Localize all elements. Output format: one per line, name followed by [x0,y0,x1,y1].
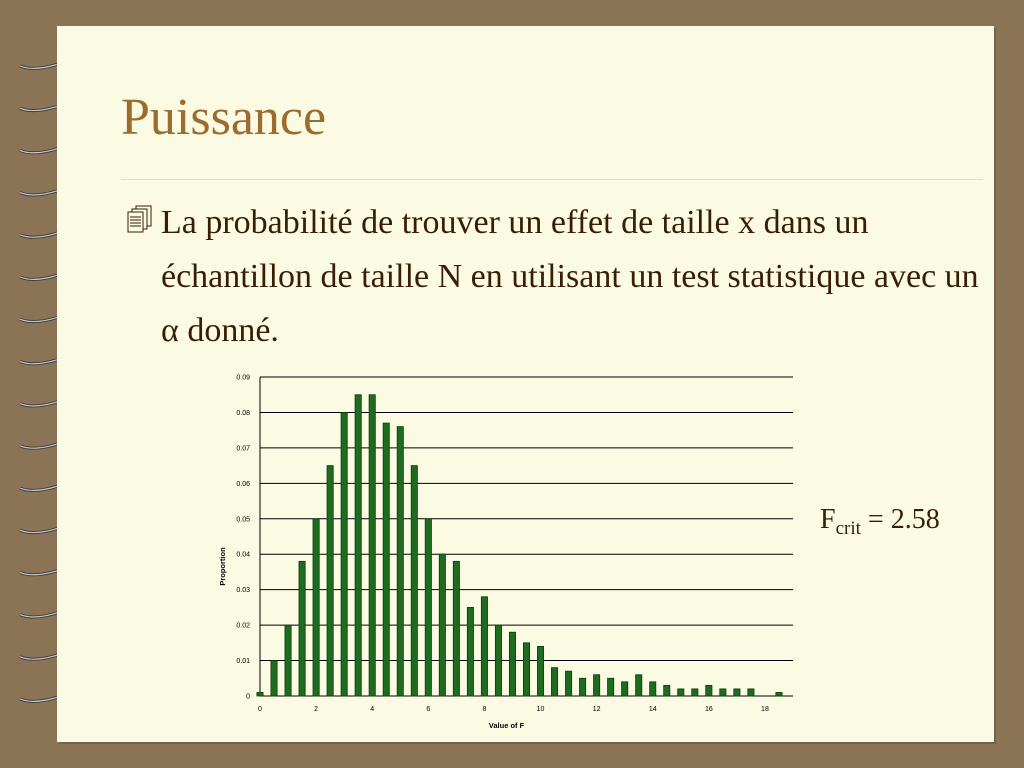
bar [383,423,389,696]
fcrit-subscript: crit [835,518,861,539]
bar [706,685,712,696]
x-tick-label: 14 [648,706,657,713]
bar [355,395,361,696]
y-tick-label: 0.02 [236,622,250,630]
bar [551,668,557,696]
title-divider [121,179,983,180]
stacked-pages-icon [127,205,153,235]
bar [537,646,543,696]
bar [313,519,319,696]
bar [327,466,333,696]
fcrit-symbol: F [820,504,836,535]
x-tick-label: 8 [482,706,487,713]
bar [509,632,515,696]
bar [650,682,656,696]
bar [720,689,726,696]
bar [692,689,698,696]
y-tick-label: 0.07 [236,445,250,453]
x-tick-label: 0 [258,706,262,713]
f-distribution-chart [207,344,807,739]
x-tick-label: 12 [592,706,601,713]
y-tick-label: 0.03 [236,587,250,595]
bar [369,395,375,696]
bar [439,554,445,696]
bar [411,466,417,696]
bar [580,678,586,696]
y-tick-label: 0.01 [236,658,250,666]
bar [678,689,684,696]
bar [748,689,754,696]
bar [271,661,277,696]
bar [565,671,571,696]
y-tick-label: 0.06 [236,480,250,488]
bullet-text: La probabilité de trouver un effet de taille x dans un échantillon de taille N en utilisant un test statistique avec un α donné. [161,204,979,349]
bar [664,685,670,696]
bar [341,412,347,696]
y-axis-label: Proportion [218,547,227,586]
y-tick-label: 0 [246,693,250,701]
x-tick-label: 16 [704,706,713,713]
y-tick-label: 0.05 [236,516,250,524]
x-tick-label: 18 [761,706,769,713]
bar [734,689,740,696]
bar [425,519,431,696]
bar [608,678,614,696]
bar [523,643,529,696]
bar [285,625,291,696]
slide-title: Puissance [121,89,327,146]
bar [257,692,263,696]
y-tick-label: 0.08 [236,409,250,417]
bar [467,607,473,696]
y-tick-label: 0.09 [236,374,250,382]
x-axis-label: Value of F [488,721,525,730]
bar [622,682,628,696]
notebook-page [57,26,994,742]
fcrit-label [820,504,940,540]
x-tick-label: 4 [370,706,375,713]
bar [481,597,487,696]
x-tick-label: 10 [536,706,545,713]
x-tick-label: 6 [426,706,431,713]
bar [495,625,501,696]
bar [397,427,403,696]
fcrit-value: = 2.58 [860,504,940,535]
bar [299,561,305,696]
x-tick-label: 2 [314,706,319,713]
bar [776,692,782,696]
bar [636,675,642,696]
bar [453,561,459,696]
y-tick-label: 0.04 [236,551,250,559]
bar [594,675,600,696]
